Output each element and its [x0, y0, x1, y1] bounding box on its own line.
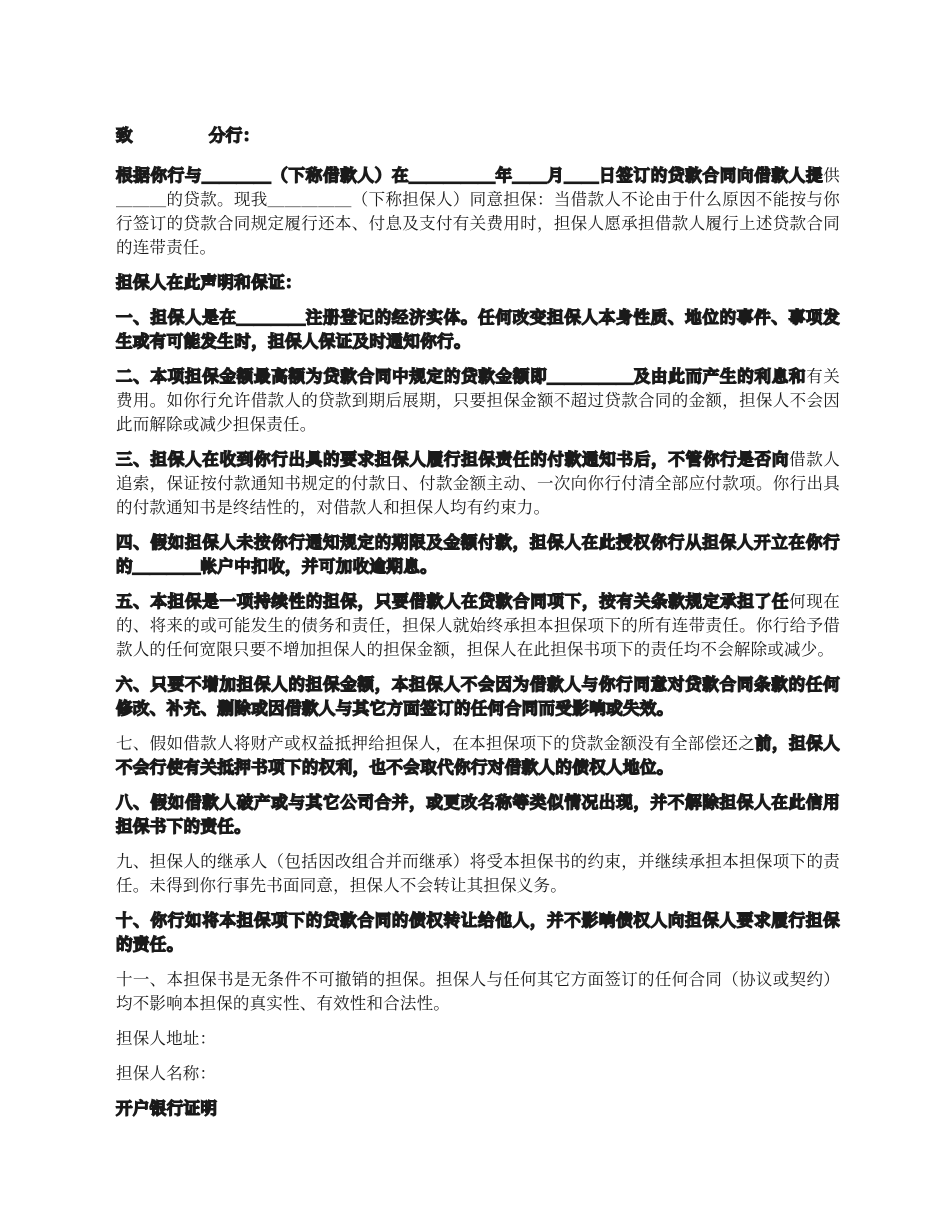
clause-2	[116, 365, 840, 437]
clause-5-first-line: 五、本担保是一项持续性的担保，只要借款人在贷款合同项下，按有关条款规定承担了任	[116, 592, 790, 611]
clause-2-first-line: 二、本项担保金额最高额为贷款合同中规定的贷款金额即＿＿＿＿＿及由此而产生的利息和	[116, 367, 807, 386]
clause-7-first-line: 七、假如借款人将财产或权益抵押给担保人，在本担保项下的贷款金额没有全部偿还之	[116, 734, 756, 753]
clause-1: 一、担保人是在＿＿＿＿注册登记的经济实体。任何改变担保人本身性质、地位的事件、事项发生或有可能发生时，担保人保证及时通知你行。	[116, 308, 840, 351]
clause-4: 四、假如担保人未按你行通知规定的期限及金额付款，担保人在此授权你行从担保人开立在你行的＿＿＿＿帐户中扣收，并可加收逾期息。	[116, 533, 840, 576]
salutation-branch: 分行：	[208, 126, 260, 145]
clause-2-rest: 有关费用。如你行允许借款人的贷款到期后展期，只要担保金额不超过贷款合同的金额，担保人不会因此而解除或减少担保责任。	[116, 367, 841, 434]
guarantor-address-label: 担保人地址：	[116, 1029, 217, 1048]
salutation	[116, 124, 840, 148]
clause-10: 十、你行如将本担保项下的贷款合同的债权转让给他人，并不影响债权人向担保人要求履行担保的责任。	[116, 911, 840, 954]
clause-3-first-line: 三、担保人在收到你行出具的要求担保人履行担保责任的付款通知书后，不管你行是否向	[116, 450, 790, 469]
clause-6: 六、只要不增加担保人的担保金额，本担保人不会因为借款人与你行同意对贷款合同条款的任何修改、补充、删除或因借款人与其它方面签订的任何合同而受影响或失效。	[116, 675, 840, 718]
intro-rest: 供＿＿＿的贷款。现我＿＿＿＿＿（下称担保人）同意担保：当借款人不论由于什么原因不能按与你行签订的贷款合同规定履行还本、付息及支付有关费用时，担保人愿承担借款人履行上述贷款合同的连带责任。	[116, 166, 840, 257]
clause-11: 十一、本担保书是无条件不可撤销的担保。担保人与任何其它方面签订的任何合同（协议或契约）均不影响本担保的真实性、有效性和合法性。	[116, 970, 840, 1013]
intro-paragraph	[116, 164, 840, 260]
clause-5	[116, 590, 840, 662]
intro-first-line: 根据你行与＿＿＿＿（下称借款人）在＿＿＿＿＿年＿＿月＿＿日签订的贷款合同向借款人提	[116, 166, 824, 185]
clause-5-rest: 何现在的、将来的或可能发生的债务和责任，担保人就始终承担本担保项下的所有连带责任。你行给予借款人的任何宽限只要不增加担保人的担保金额，担保人在此担保书项下的责任均不会解除或减少。	[116, 592, 840, 659]
clause-8: 八、假如借款人破产或与其它公司合并，或更改名称等类似情况出现，并不解除担保人在此信用担保书下的责任。	[116, 793, 840, 836]
guarantee-letter	[116, 124, 840, 1132]
clause-3	[116, 448, 840, 520]
clause-7-rest: 前，担保人不会行使有关抵押书项下的权利，也不会取代你行对借款人的债权人地位。	[116, 734, 840, 777]
clause-7	[116, 732, 840, 780]
clause-9: 九、担保人的继承人（包括因改组合并而继承）将受本担保书的约束，并继续承担本担保项下的责任。未得到你行事先书面同意，担保人不会转让其担保义务。	[116, 852, 840, 895]
bank-certificate-label: 开户银行证明	[116, 1099, 218, 1118]
clause-3-rest: 借款人追索，保证按付款通知书规定的付款日、付款金额主动、一次向你行付清全部应付款项。你行出具的付款通知书是终结性的，对借款人和担保人均有约束力。	[116, 450, 840, 517]
guarantor-name-label: 担保人名称：	[116, 1064, 217, 1083]
declaration-heading: 担保人在此声明和保证：	[116, 273, 302, 292]
salutation-to: 致	[116, 126, 133, 145]
